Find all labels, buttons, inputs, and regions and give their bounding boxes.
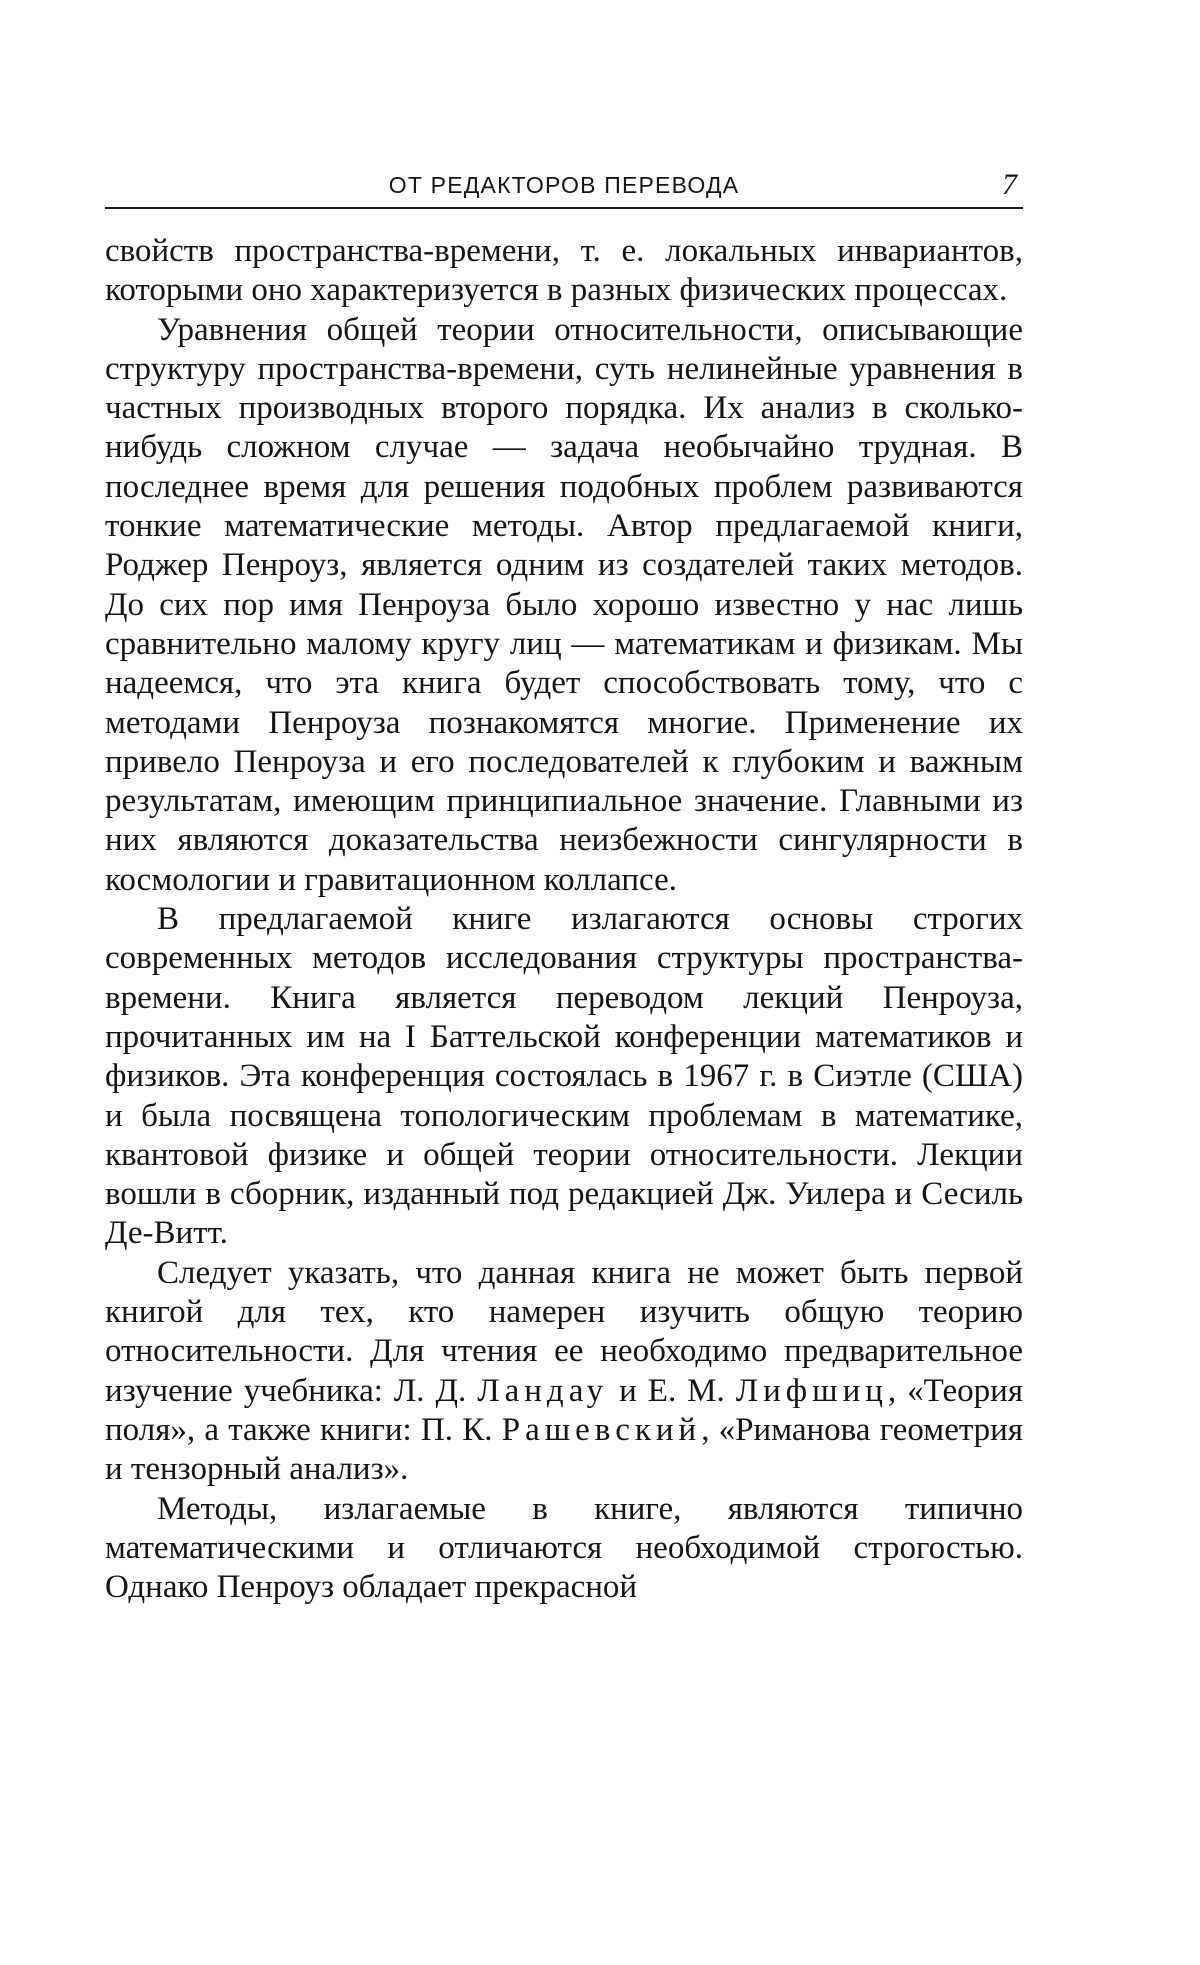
- prerequisites-text-e: , «Теория поля», а также книги: П. К.: [105, 1372, 1024, 1448]
- prerequisites-text-c: и Е. М.: [608, 1372, 736, 1409]
- header-rule: [105, 207, 1023, 209]
- paragraph-continuation: свойств пространства-времени, т. е. локальных инвариантов, которыми оно характеризуется в разных физических процессах.: [105, 233, 1023, 309]
- paragraph-book-origin: В предлагаемой книге излагаются основы строгих современных методов исследования структуры пространства-времени. Книга является переводом лекций Пенроуза, прочитанных им на I Баттельской конференции математиков и физиков. Эта конференция состоялась в 1967 г. в Сиэтле (США) и была посвящена топологическим проблемам в математике, квантовой физике и общей теории относительности. Лекции вошли в сборник, изданный под редакцией Дж. Уилера и Сесиль Де-Витт.: [105, 901, 1023, 1252]
- prerequisites-text-a: Следует указать, что данная книга не может быть первой книгой для тех, кто намерен изучить общую теорию относительности. Для чтения ее необходимо предварительное изучение учебника: Л. Д.: [105, 1254, 1023, 1409]
- page-number: 7: [1002, 168, 1017, 201]
- author-lifshitz: Лифшиц: [735, 1372, 888, 1409]
- running-header: [105, 170, 1023, 208]
- running-header-title: ОТ РЕДАКТОРОВ ПЕРЕВОДА: [388, 172, 740, 198]
- paragraph-prerequisites: [105, 1254, 1023, 1490]
- author-rashevsky: Рашевский: [501, 1411, 702, 1448]
- paragraph-equations: Уравнения общей теории относительности, описывающие структуру пространства-времени, суть нелинейные уравнения в частных производных второго порядка. Их анализ в сколько-нибудь сложном случае — задача необычайно трудная. В последнее время для решения подобных проблем развиваются тонкие математические методы. Автор предлагаемой книги, Роджер Пенроуз, является одним из создателей таких методов. До сих пор имя Пенроуза было хорошо известно у нас лишь сравнительно малому кругу лиц — математикам и физикам. Мы надеемся, что эта книга будет способствовать тому, что с методами Пенроуза познакомятся многие. Применение их привело Пенроуза и его последователей к глубоким и важным результатам, имеющим принципиальное значение. Главными из них являются доказательства неизбежности сингулярности в космологии и гравитационном коллапсе.: [105, 311, 1023, 898]
- prerequisites-text-g: , «Риманова геометрия и тензорный анализ».: [105, 1411, 1024, 1488]
- paragraph-methods: Методы, излагаемые в книге, являются типично математическими и отличаются необходимой строгостью. Однако Пенроуз обладает прекрасной: [105, 1490, 1023, 1606]
- author-landau: Ландау: [477, 1372, 609, 1409]
- body-text: [105, 232, 1023, 1607]
